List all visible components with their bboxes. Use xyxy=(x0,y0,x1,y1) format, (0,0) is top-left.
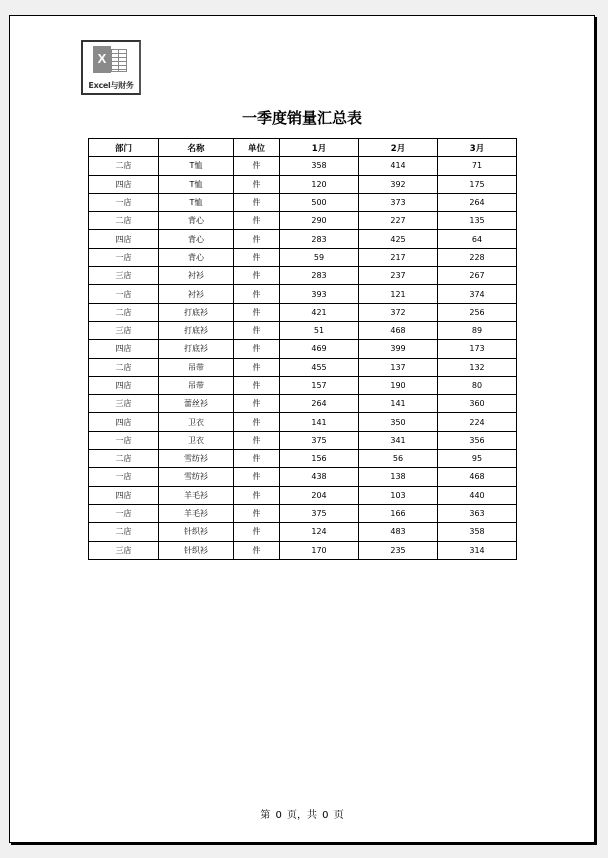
cell-product: 雪纺衫 xyxy=(159,450,234,468)
cell-jan: 264 xyxy=(280,395,359,413)
table-row xyxy=(89,504,517,522)
cell-feb: 235 xyxy=(359,541,438,559)
cell-mar: 440 xyxy=(438,486,517,504)
table-row xyxy=(89,267,517,285)
cell-feb: 341 xyxy=(359,431,438,449)
cell-department: 四店 xyxy=(89,486,159,504)
cell-department: 二店 xyxy=(89,157,159,175)
cell-mar: 135 xyxy=(438,212,517,230)
cell-department: 二店 xyxy=(89,358,159,376)
table-row xyxy=(89,340,517,358)
table-row xyxy=(89,376,517,394)
cell-unit: 件 xyxy=(234,230,280,248)
cell-mar: 358 xyxy=(438,523,517,541)
cell-product: 吊带 xyxy=(159,358,234,376)
cell-department: 二店 xyxy=(89,303,159,321)
cell-feb: 141 xyxy=(359,395,438,413)
table-row xyxy=(89,157,517,175)
cell-jan: 290 xyxy=(280,212,359,230)
cell-feb: 166 xyxy=(359,504,438,522)
cell-mar: 173 xyxy=(438,340,517,358)
cell-product: 卫衣 xyxy=(159,431,234,449)
cell-product: 打底衫 xyxy=(159,321,234,339)
cell-jan: 156 xyxy=(280,450,359,468)
header-cell: 单位 xyxy=(234,139,280,157)
cell-feb: 217 xyxy=(359,248,438,266)
cell-department: 四店 xyxy=(89,340,159,358)
cell-mar: 80 xyxy=(438,376,517,394)
page-footer: 第 0 页，共 0 页 xyxy=(260,810,344,821)
cell-mar: 256 xyxy=(438,303,517,321)
cell-jan: 51 xyxy=(280,321,359,339)
cell-unit: 件 xyxy=(234,468,280,486)
cell-product: 针织衫 xyxy=(159,541,234,559)
cell-department: 一店 xyxy=(89,248,159,266)
cell-product: 雪纺衫 xyxy=(159,468,234,486)
cell-unit: 件 xyxy=(234,523,280,541)
cell-mar: 314 xyxy=(438,541,517,559)
cell-jan: 500 xyxy=(280,193,359,211)
cell-product: 针织衫 xyxy=(159,523,234,541)
cell-jan: 170 xyxy=(280,541,359,559)
header-cell: 1月 xyxy=(280,139,359,157)
cell-unit: 件 xyxy=(234,157,280,175)
cell-jan: 204 xyxy=(280,486,359,504)
cell-unit: 件 xyxy=(234,504,280,522)
cell-mar: 356 xyxy=(438,431,517,449)
cell-feb: 103 xyxy=(359,486,438,504)
cell-jan: 375 xyxy=(280,431,359,449)
cell-feb: 392 xyxy=(359,175,438,193)
cell-mar: 264 xyxy=(438,193,517,211)
cell-unit: 件 xyxy=(234,267,280,285)
cell-department: 一店 xyxy=(89,468,159,486)
cell-mar: 71 xyxy=(438,157,517,175)
table-row xyxy=(89,285,517,303)
cell-unit: 件 xyxy=(234,285,280,303)
table-row xyxy=(89,321,517,339)
cell-product: 衬衫 xyxy=(159,285,234,303)
cell-mar: 360 xyxy=(438,395,517,413)
table-row xyxy=(89,248,517,266)
cell-jan: 455 xyxy=(280,358,359,376)
cell-jan: 124 xyxy=(280,523,359,541)
cell-mar: 374 xyxy=(438,285,517,303)
table-row xyxy=(89,468,517,486)
table-row xyxy=(89,450,517,468)
cell-department: 一店 xyxy=(89,431,159,449)
cell-feb: 56 xyxy=(359,450,438,468)
header-cell: 3月 xyxy=(438,139,517,157)
cell-feb: 190 xyxy=(359,376,438,394)
cell-feb: 138 xyxy=(359,468,438,486)
cell-product: 背心 xyxy=(159,212,234,230)
cell-department: 三店 xyxy=(89,321,159,339)
cell-feb: 137 xyxy=(359,358,438,376)
cell-product: 羊毛衫 xyxy=(159,486,234,504)
cell-product: 卫衣 xyxy=(159,413,234,431)
cell-feb: 373 xyxy=(359,193,438,211)
page-title: 一季度销量汇总表 xyxy=(241,109,362,127)
header-cell: 2月 xyxy=(359,139,438,157)
cell-jan: 469 xyxy=(280,340,359,358)
cell-product: 背心 xyxy=(159,248,234,266)
table-row xyxy=(89,486,517,504)
table-row xyxy=(89,523,517,541)
cell-jan: 283 xyxy=(280,230,359,248)
excel-document-icon xyxy=(93,46,111,73)
cell-mar: 224 xyxy=(438,413,517,431)
table-row xyxy=(89,413,517,431)
cell-feb: 483 xyxy=(359,523,438,541)
excel-logo xyxy=(81,40,141,95)
cell-product: 背心 xyxy=(159,230,234,248)
cell-jan: 375 xyxy=(280,504,359,522)
cell-feb: 399 xyxy=(359,340,438,358)
cell-jan: 283 xyxy=(280,267,359,285)
spreadsheet-grid-icon xyxy=(111,49,127,72)
cell-unit: 件 xyxy=(234,212,280,230)
cell-product: T恤 xyxy=(159,175,234,193)
cell-jan: 157 xyxy=(280,376,359,394)
table-row xyxy=(89,212,517,230)
cell-mar: 175 xyxy=(438,175,517,193)
cell-mar: 95 xyxy=(438,450,517,468)
cell-unit: 件 xyxy=(234,358,280,376)
cell-mar: 228 xyxy=(438,248,517,266)
cell-department: 一店 xyxy=(89,504,159,522)
cell-department: 二店 xyxy=(89,212,159,230)
cell-department: 一店 xyxy=(89,193,159,211)
cell-product: T恤 xyxy=(159,157,234,175)
cell-mar: 468 xyxy=(438,468,517,486)
cell-jan: 59 xyxy=(280,248,359,266)
cell-feb: 372 xyxy=(359,303,438,321)
cell-feb: 468 xyxy=(359,321,438,339)
header-cell: 部门 xyxy=(89,139,159,157)
table-row xyxy=(89,303,517,321)
cell-product: 蕾丝衫 xyxy=(159,395,234,413)
cell-jan: 393 xyxy=(280,285,359,303)
table-row xyxy=(89,193,517,211)
cell-unit: 件 xyxy=(234,340,280,358)
table-row xyxy=(89,230,517,248)
cell-jan: 358 xyxy=(280,157,359,175)
cell-feb: 121 xyxy=(359,285,438,303)
cell-unit: 件 xyxy=(234,376,280,394)
cell-product: T恤 xyxy=(159,193,234,211)
cell-feb: 425 xyxy=(359,230,438,248)
cell-department: 二店 xyxy=(89,523,159,541)
cell-department: 四店 xyxy=(89,413,159,431)
cell-department: 四店 xyxy=(89,230,159,248)
cell-unit: 件 xyxy=(234,321,280,339)
cell-jan: 141 xyxy=(280,413,359,431)
header-cell: 名称 xyxy=(159,139,234,157)
cell-department: 三店 xyxy=(89,395,159,413)
cell-feb: 350 xyxy=(359,413,438,431)
cell-mar: 89 xyxy=(438,321,517,339)
cell-jan: 438 xyxy=(280,468,359,486)
cell-unit: 件 xyxy=(234,450,280,468)
cell-department: 四店 xyxy=(89,376,159,394)
cell-mar: 363 xyxy=(438,504,517,522)
cell-department: 二店 xyxy=(89,450,159,468)
cell-mar: 267 xyxy=(438,267,517,285)
table-header-row xyxy=(89,139,517,157)
cell-department: 三店 xyxy=(89,541,159,559)
table-row xyxy=(89,358,517,376)
cell-mar: 132 xyxy=(438,358,517,376)
cell-product: 打底衫 xyxy=(159,340,234,358)
table-row xyxy=(89,541,517,559)
logo-letter: X xyxy=(97,51,107,66)
cell-jan: 120 xyxy=(280,175,359,193)
cell-product: 羊毛衫 xyxy=(159,504,234,522)
cell-product: 衬衫 xyxy=(159,267,234,285)
cell-product: 打底衫 xyxy=(159,303,234,321)
cell-mar: 64 xyxy=(438,230,517,248)
sales-summary-table xyxy=(88,138,517,560)
print-preview-page xyxy=(9,15,595,843)
cell-department: 四店 xyxy=(89,175,159,193)
cell-unit: 件 xyxy=(234,303,280,321)
cell-unit: 件 xyxy=(234,248,280,266)
cell-feb: 237 xyxy=(359,267,438,285)
cell-department: 三店 xyxy=(89,267,159,285)
cell-unit: 件 xyxy=(234,193,280,211)
cell-unit: 件 xyxy=(234,541,280,559)
cell-unit: 件 xyxy=(234,395,280,413)
cell-unit: 件 xyxy=(234,431,280,449)
cell-unit: 件 xyxy=(234,413,280,431)
cell-feb: 227 xyxy=(359,212,438,230)
table-row xyxy=(89,175,517,193)
cell-unit: 件 xyxy=(234,175,280,193)
cell-product: 吊带 xyxy=(159,376,234,394)
cell-jan: 421 xyxy=(280,303,359,321)
cell-unit: 件 xyxy=(234,486,280,504)
table-row xyxy=(89,395,517,413)
table-row xyxy=(89,431,517,449)
cell-department: 一店 xyxy=(89,285,159,303)
cell-feb: 414 xyxy=(359,157,438,175)
logo-caption: Excel与财务 xyxy=(88,81,134,90)
